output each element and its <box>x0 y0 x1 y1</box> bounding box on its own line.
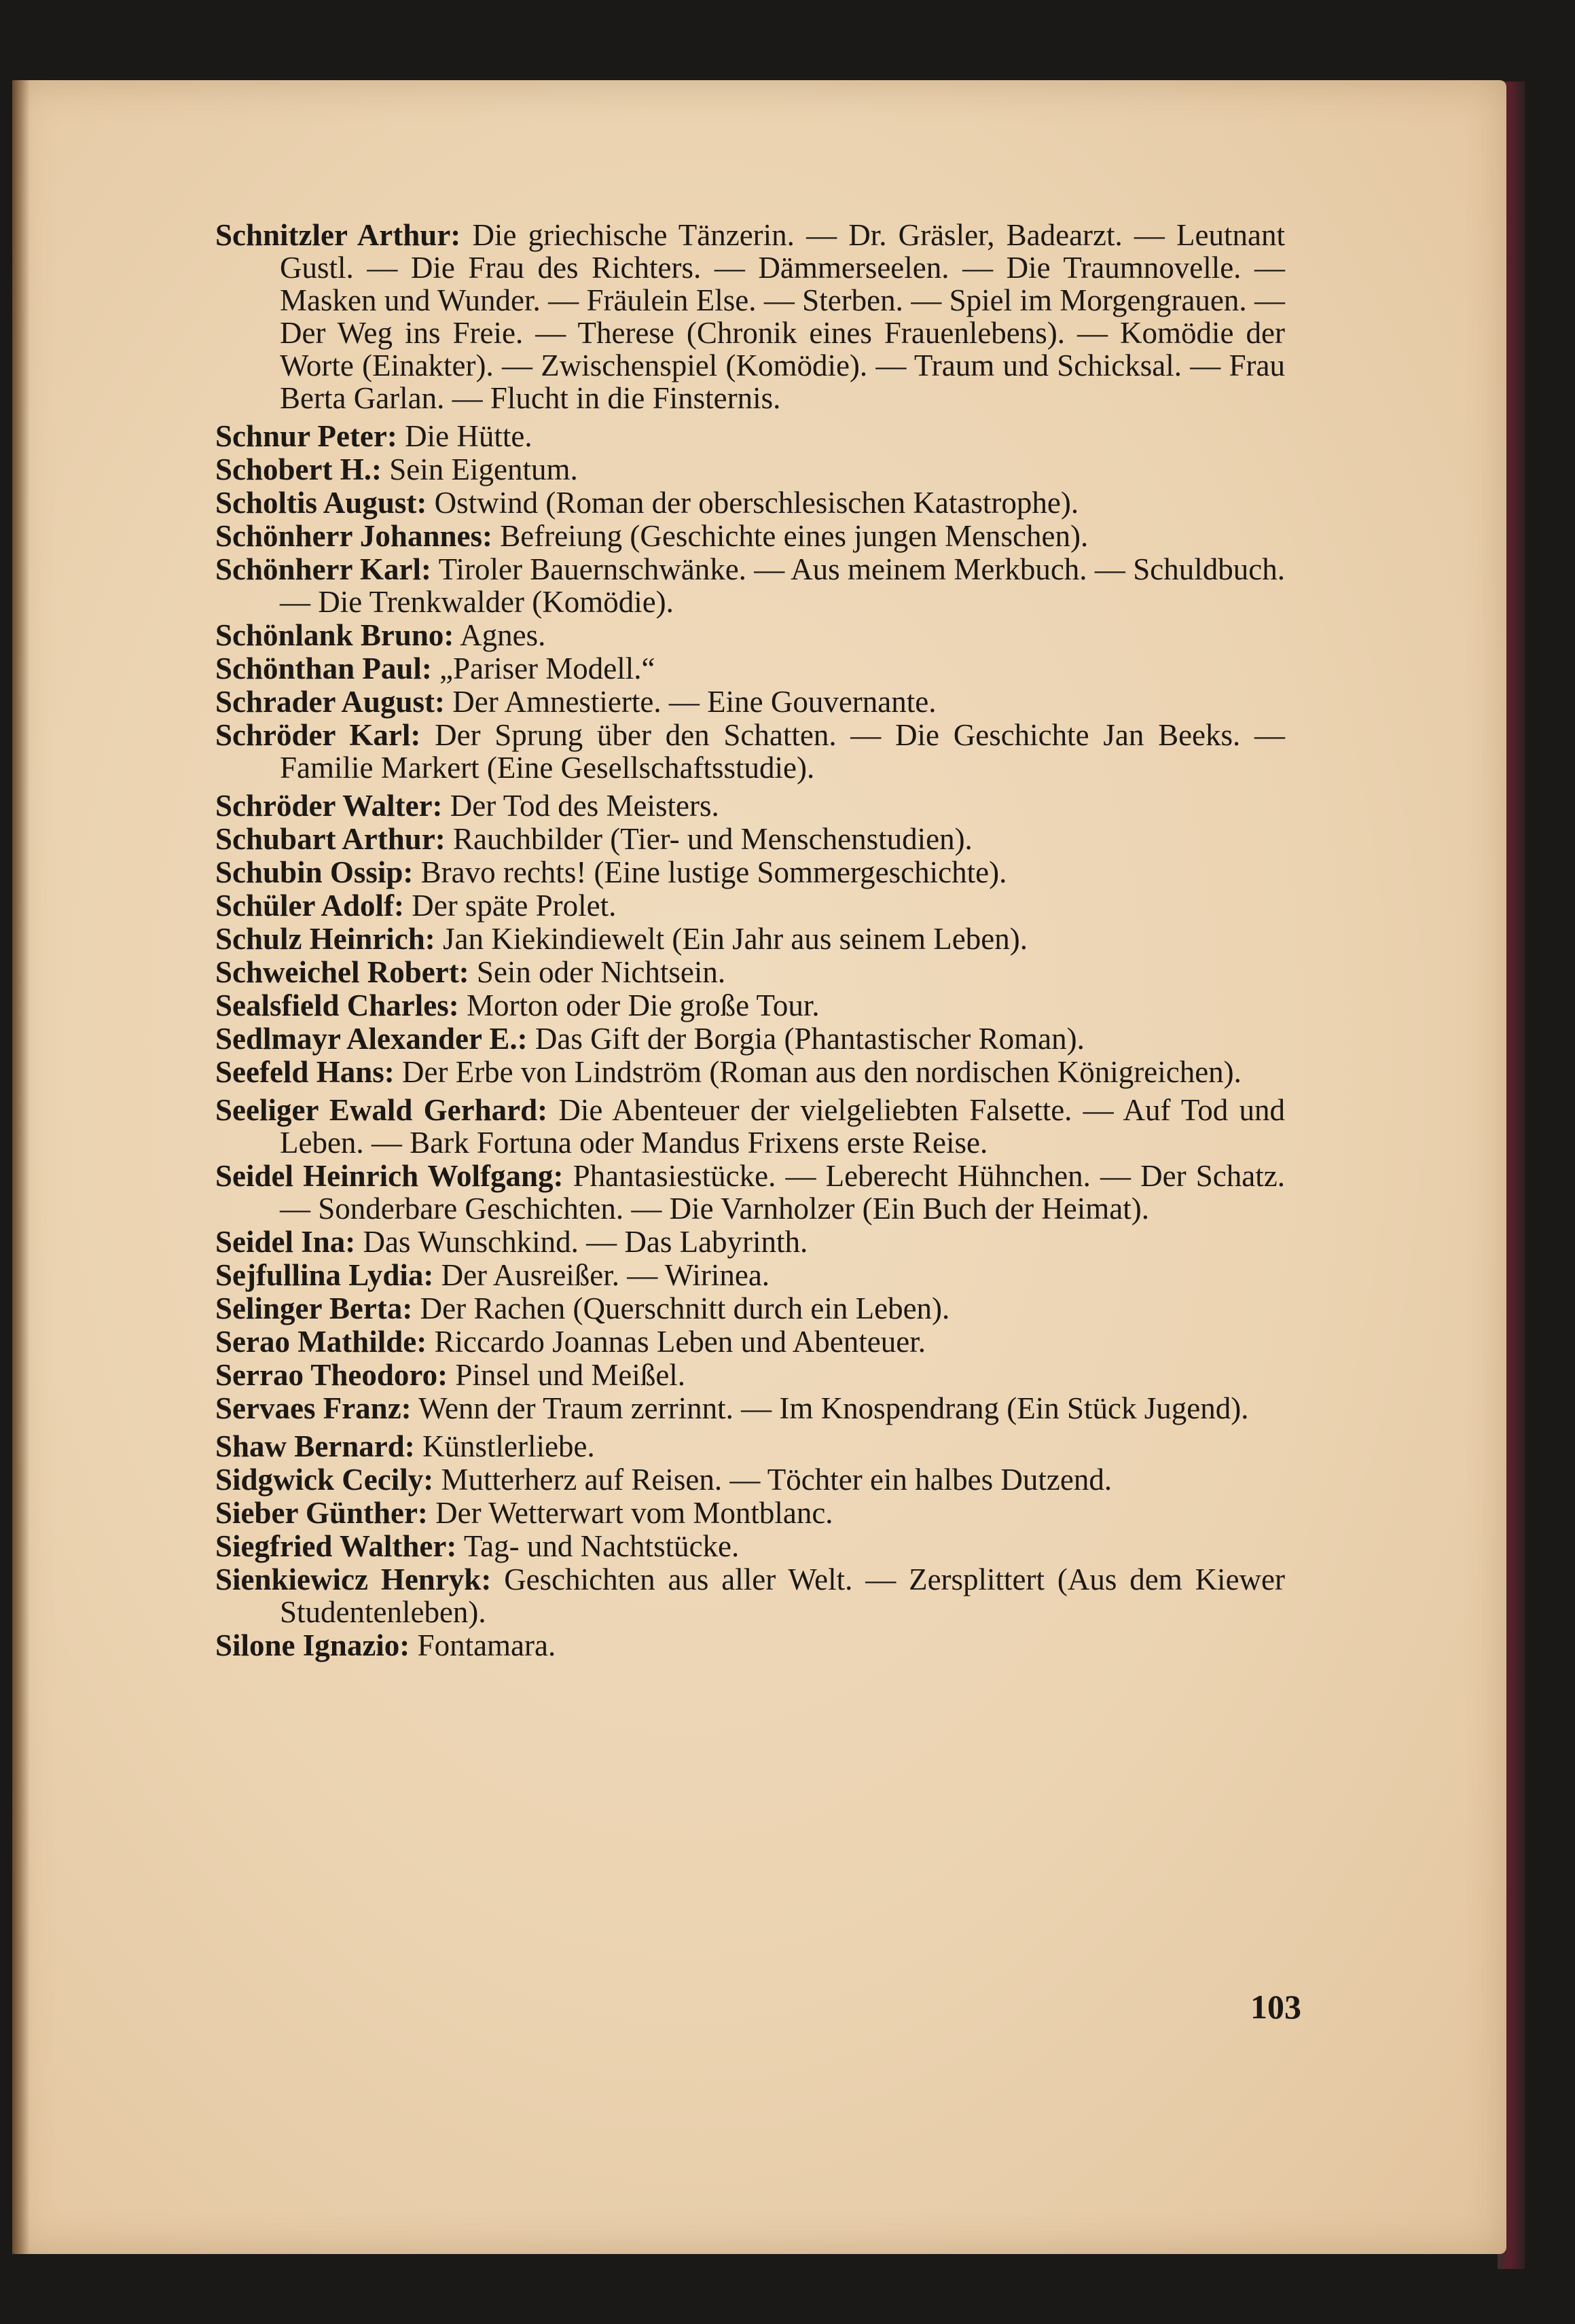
book-titles: Der Sprung über den Schatten. — Die Geschichte Jan Beeks. — Familie Markert (Eine Gesellschaftsstudie). <box>280 718 1286 785</box>
list-item <box>215 956 1285 988</box>
author-name: Schönherr Johannes: <box>215 519 492 553</box>
list-item <box>215 219 1285 414</box>
author-name: Sealsfield Charles: <box>215 988 459 1022</box>
author-name: Schröder Walter: <box>215 789 443 823</box>
book-titles: Mutterherz auf Reisen. — Töchter ein halbes Dutzend. <box>441 1463 1112 1497</box>
list-item <box>215 923 1285 955</box>
author-name: Seidel Heinrich Wolfgang: <box>215 1159 564 1193</box>
book-titles: Jan Kiekindiewelt (Ein Jahr aus seinem Leben). <box>443 922 1028 956</box>
book-titles: Die griechische Tänzerin. — Dr. Gräsler, Badearzt. — Leutnant Gustl. — Die Frau des Richters. — Dämmerseelen. — Die Traumnovelle. — Masken und Wunder. — Fräulein Else. — Sterben. — Spiel im Morgengrauen. — Der Weg ins Freie. — Therese (Chronik eines Frauenlebens). — Komödie der Worte (Einakter). — Zwischenspiel (Komödie). — Traum und Schicksal. — Frau Berta Garlan. — Flucht in die Finsternis. <box>280 218 1285 415</box>
book-titles: Der Wetterwart vom Montblanc. <box>435 1496 833 1530</box>
book-titles: Sein Eigentum. <box>389 452 578 486</box>
book-titles: Sein oder Nichtsein. <box>476 955 726 989</box>
list-item <box>215 1259 1285 1291</box>
book-titles: Künstlerliebe. <box>422 1429 595 1463</box>
list-item <box>215 1563 1285 1628</box>
author-name: Sejfullina Lydia: <box>215 1258 434 1292</box>
book-titles: Phantasiestücke. — Leberecht Hühnchen. — Der Schatz. — Sonderbare Geschichten. — Die Varnholzer (Ein Buch der Heimat). <box>280 1159 1285 1226</box>
author-name: Schulz Heinrich: <box>215 922 435 956</box>
author-name: Schrader August: <box>215 685 445 719</box>
book-titles: Die Hütte. <box>405 419 532 453</box>
page-gutter <box>12 80 30 2254</box>
list-item <box>215 1530 1285 1562</box>
list-item <box>215 823 1285 855</box>
list-item <box>215 486 1285 519</box>
book-titles: Der Ausreißer. — Wirinea. <box>441 1258 770 1292</box>
list-item <box>215 453 1285 486</box>
book-titles: Fontamara. <box>417 1628 556 1662</box>
list-item <box>215 1056 1285 1088</box>
author-name: Serrao Theodoro: <box>215 1358 448 1392</box>
list-item <box>215 1430 1285 1463</box>
list-item <box>215 619 1285 651</box>
author-name: Schnur Peter: <box>215 419 397 453</box>
list-item <box>215 789 1285 822</box>
author-name: Schönthan Paul: <box>215 651 432 685</box>
author-name: Sedlmayr Alexander E.: <box>215 1022 528 1056</box>
list-item <box>215 1325 1285 1358</box>
author-name: Schnitzler Arthur: <box>215 218 461 252</box>
list-item <box>215 989 1285 1022</box>
page-number: 103 <box>1250 1988 1301 2026</box>
book-titles: Morton oder Die große Tour. <box>466 988 820 1022</box>
book-titles: Pinsel und Meißel. <box>455 1358 686 1392</box>
book-titles: Tiroler Bauernschwänke. — Aus meinem Merkbuch. — Schuldbuch. — Die Trenkwalder (Komödie). <box>280 552 1285 619</box>
list-item <box>215 889 1285 922</box>
author-name: Sidgwick Cecily: <box>215 1463 434 1497</box>
list-item <box>215 1463 1285 1496</box>
book-titles: Der späte Prolet. <box>412 889 617 923</box>
book-titles: Bravo rechts! (Eine lustige Sommergeschichte). <box>420 855 1007 889</box>
author-name: Schönlank Bruno: <box>215 618 454 652</box>
author-name: Sienkiewicz Henryk: <box>215 1562 492 1596</box>
book-titles: Rauchbilder (Tier- und Menschenstudien). <box>453 822 973 856</box>
list-item <box>215 420 1285 452</box>
book-titles: Das Gift der Borgia (Phantastischer Roman). <box>535 1022 1085 1056</box>
author-name: Schubin Ossip: <box>215 855 414 889</box>
author-name: Schubart Arthur: <box>215 822 446 856</box>
author-name: Scholtis August: <box>215 486 427 520</box>
author-name: Selinger Berta: <box>215 1291 413 1325</box>
list-item <box>215 856 1285 889</box>
author-name: Schröder Karl: <box>215 718 421 752</box>
list-item <box>215 1629 1285 1662</box>
author-name: Schönherr Karl: <box>215 552 432 586</box>
author-name: Seidel Ina: <box>215 1225 356 1259</box>
list-item <box>215 1160 1285 1225</box>
book-titles: Der Rachen (Querschnitt durch ein Leben). <box>420 1291 950 1325</box>
author-name: Shaw Bernard: <box>215 1429 415 1463</box>
book-titles: Riccardo Joannas Leben und Abenteuer. <box>434 1325 926 1359</box>
book-titles: Agnes. <box>460 618 546 652</box>
book-titles: Der Erbe von Lindström (Roman aus den nordischen Königreichen). <box>402 1055 1242 1089</box>
book-titles: Befreiung (Geschichte eines jungen Menschen). <box>500 519 1089 553</box>
book-titles: Das Wunschkind. — Das Labyrinth. <box>363 1225 808 1259</box>
author-name: Sieber Günther: <box>215 1496 428 1530</box>
author-name: Schobert H.: <box>215 452 382 486</box>
list-item <box>215 1497 1285 1529</box>
author-name: Serao Mathilde: <box>215 1325 427 1359</box>
book-titles: Der Tod des Meisters. <box>450 789 719 823</box>
list-item <box>215 1292 1285 1325</box>
author-index-list <box>215 219 1285 1662</box>
list-item <box>215 1392 1285 1425</box>
book-titles: Tag- und Nachtstücke. <box>463 1529 740 1563</box>
list-item <box>215 1359 1285 1391</box>
author-name: Schüler Adolf: <box>215 889 404 923</box>
book-titles: Ostwind (Roman der oberschlesischen Katastrophe). <box>434 486 1079 520</box>
list-item <box>215 1226 1285 1258</box>
list-item <box>215 685 1285 718</box>
author-name: Siegfried Walther: <box>215 1529 457 1563</box>
book-titles: Die Abenteuer der vielgeliebten Falsette. — Auf Tod und Leben. — Bark Fortuna oder Mandus Frixens erste Reise. <box>280 1093 1285 1160</box>
list-item <box>215 520 1285 552</box>
book-titles: Geschichten aus aller Welt. — Zersplittert (Aus dem Kiewer Studentenleben). <box>280 1562 1285 1629</box>
list-item <box>215 553 1285 618</box>
book-titles: „Pariser Modell.“ <box>439 651 655 685</box>
book-titles: Der Amnestierte. — Eine Gouvernante. <box>452 685 937 719</box>
list-item <box>215 1094 1285 1159</box>
author-name: Servaes Franz: <box>215 1391 412 1425</box>
author-name: Seeliger Ewald Gerhard: <box>215 1093 548 1127</box>
list-item <box>215 652 1285 685</box>
author-name: Silone Ignazio: <box>215 1628 410 1662</box>
list-item <box>215 719 1285 784</box>
author-name: Seefeld Hans: <box>215 1055 395 1089</box>
book-titles: Wenn der Traum zerrinnt. — Im Knospendrang (Ein Stück Jugend). <box>418 1391 1249 1425</box>
list-item <box>215 1022 1285 1055</box>
author-name: Schweichel Robert: <box>215 955 469 989</box>
